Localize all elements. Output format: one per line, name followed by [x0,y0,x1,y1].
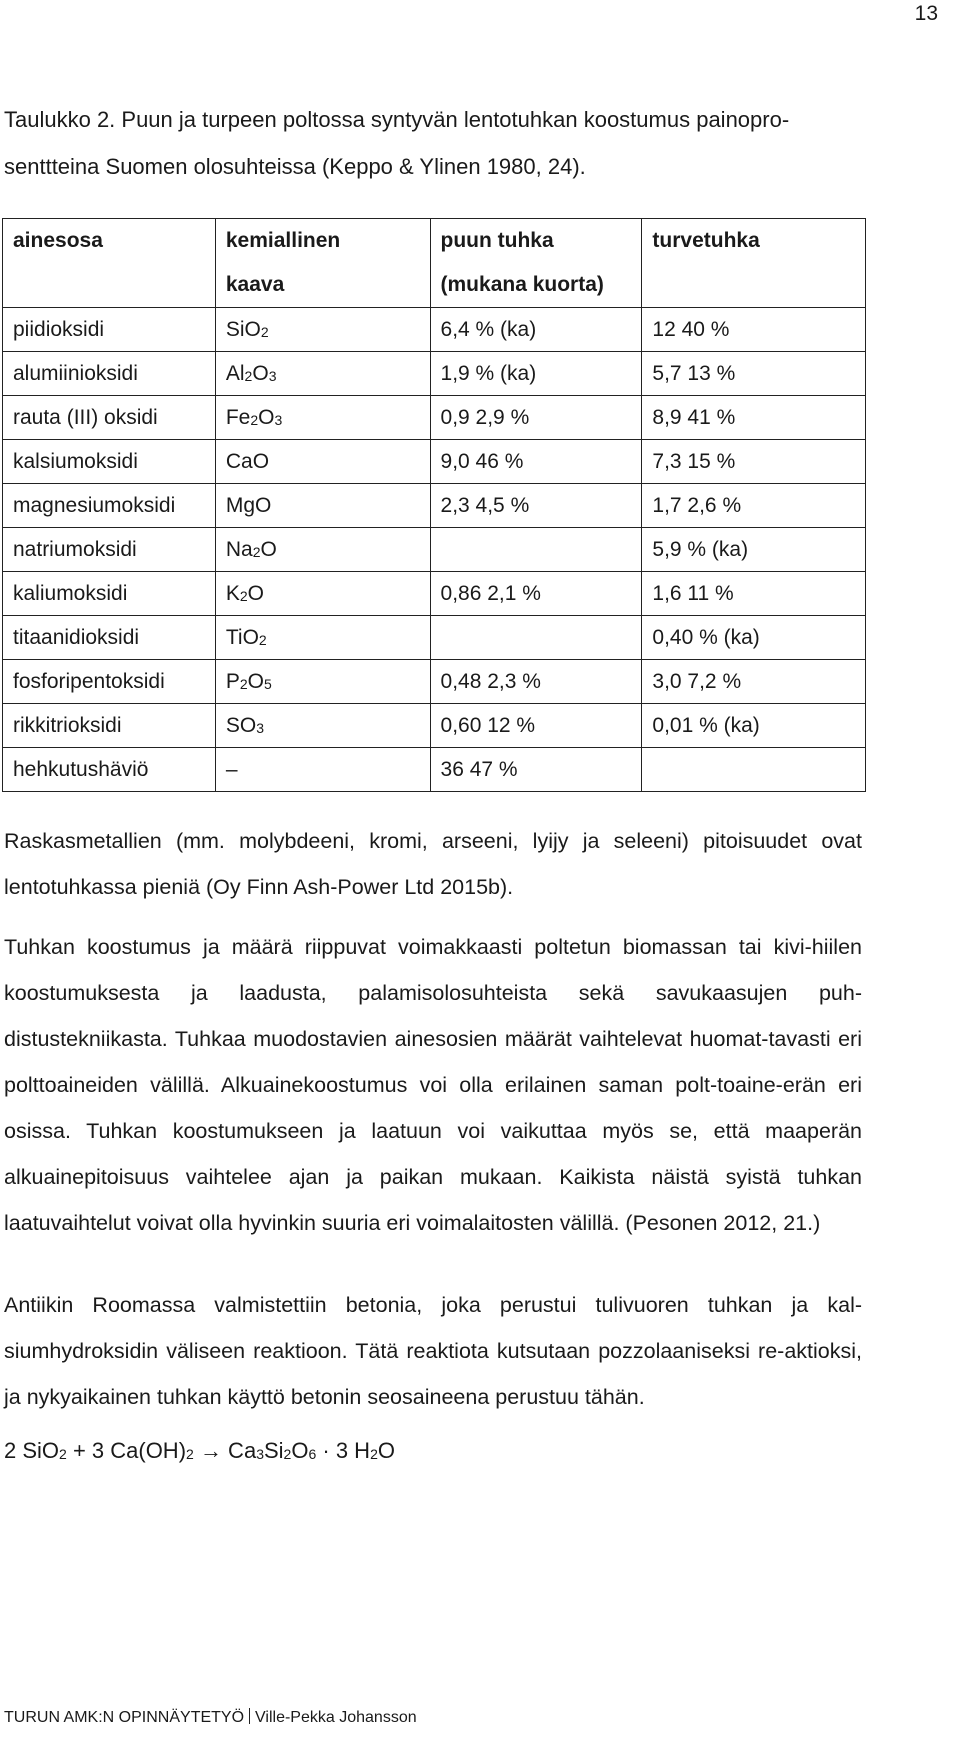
cell-formula: $SO_3$ [215,704,430,748]
cell-wood-ash: 6,4 % (ka) [430,308,642,352]
cell-formula: $K_2O$ [215,572,430,616]
table-row [3,440,866,484]
paragraph-ash-composition: Tuhkan koostumus ja määrä riippuvat voimakkaasti poltetun biomassan tai kivi-hiilen koostumuksesta ja laadusta, palamisolosuhteista sekä savukaasujen puh-distustekniikasta. Tuhkaa muodostavien ainesosien määrät vaihtelevat huomat-tavasti eri polttoaineiden välillä. Alkuainekoostumus voi olla erilainen saman polt-toaine-erän eri osissa. Tuhkan koostumukseen ja laatuun voi vaikuttaa myös se, että maaperän alkuainepitoisuus vaihtelee ajan ja paikan mukaan. Kaikista näistä syistä tuhkan laatuvaihtelut voivat olla hyvinkin suuria eri voimalaitosten välillä. (Pesonen 2012, 21.) [4,935,862,1235]
cell-wood-ash: 9,0 46 % [430,440,642,484]
table-row [3,572,866,616]
footer-author: Ville-Pekka Johansson [255,1709,417,1726]
table-body [3,308,866,792]
cell-peat-ash: 0,40 % (ka) [642,616,866,660]
header-turvetuhka: turvetuhka [642,219,866,308]
cell-peat-ash: 5,9 % (ka) [642,528,866,572]
cell-formula: $Na_2O$ [215,528,430,572]
chemical-equation: 2 SiO$_2$ + 3 $Ca(OH)_2 \to Ca_3Si_2O_6 \cdot 3$ $H_2O$ [4,1438,395,1463]
cell-wood-ash [430,616,642,660]
cell-wood-ash [430,528,642,572]
cell-component: rauta (III) oksidi [3,396,216,440]
cell-wood-ash: 1,9 % (ka) [430,352,642,396]
cell-formula: – [215,748,430,792]
cell-formula: MgO [215,484,430,528]
cell-formula: $Fe_2O_3$ [215,396,430,440]
paragraph-ancient-rome: Antiikin Roomassa valmistettiin betonia, joka perustui tulivuoren tuhkan ja kal-siumhydroksidin väliseen reaktioon. Tätä reaktiota kutsutaan pozzolaaniseksi re-aktioksi, ja nykyaikainen tuhkan käyttö betonin seosaineena perustuu tähän. [4,1293,862,1409]
table-row [3,616,866,660]
table-caption: Taulukko 2. Puun ja turpeen poltossa syntyvän lentotuhkan koostumus painopro-senttteina Suomen olosuhteissa (Keppo & Ylinen 1980, 24). [4,107,790,179]
header-line-1: puun tuhka [440,229,554,252]
footer-institution: TURUN AMK:N OPINNÄYTETYÖ [4,1709,245,1726]
header-line-2: kaava [225,273,285,296]
header-puun-tuhka [430,219,642,308]
cell-peat-ash [642,748,866,792]
footer-separator [249,1708,250,1724]
header-line-2: (mukana kuorta) [440,273,604,296]
table-row [3,704,866,748]
header-kemiallinen-kaava [215,219,430,308]
cell-peat-ash: 5,7 13 % [642,352,866,396]
fly-ash-composition-table [2,218,866,792]
paragraph-heavy-metals: Raskasmetallien (mm. molybdeeni, kromi, arseeni, lyijy ja seleeni) pitoisuudet ovat lentotuhkassa pieniä (Oy Finn Ash-Power Ltd 2015b). [4,829,862,899]
table-row [3,352,866,396]
cell-component: fosforipentoksidi [3,660,216,704]
cell-wood-ash: 0,48 2,3 % [430,660,642,704]
cell-component: kaliumoksidi [3,572,216,616]
table-row [3,528,866,572]
cell-wood-ash: 0,86 2,1 % [430,572,642,616]
cell-component: titaanidioksidi [3,616,216,660]
cell-formula: $Al_2O_3$ [215,352,430,396]
header-ainesosa: ainesosa [3,219,216,308]
page-number: 13 [914,2,938,25]
cell-formula: CaO [215,440,430,484]
table-header-row [3,219,866,308]
header-line-1: kemiallinen [225,229,341,252]
table-row [3,748,866,792]
cell-peat-ash: 3,0 7,2 % [642,660,866,704]
cell-wood-ash: 2,3 4,5 % [430,484,642,528]
table-row [3,308,866,352]
cell-formula: $P_2O_5$ [215,660,430,704]
cell-peat-ash: 0,01 % (ka) [642,704,866,748]
cell-peat-ash: 7,3 15 % [642,440,866,484]
cell-peat-ash: 12 40 % [642,308,866,352]
cell-component: natriumoksidi [3,528,216,572]
cell-component: rikkitrioksidi [3,704,216,748]
table-row [3,484,866,528]
cell-formula: SiO$_2$ [215,308,430,352]
cell-component: piidioksidi [3,308,216,352]
cell-wood-ash: 0,60 12 % [430,704,642,748]
cell-peat-ash: 8,9 41 % [642,396,866,440]
cell-formula: TiO$_2$ [215,616,430,660]
cell-component: alumiinioksidi [3,352,216,396]
cell-component: magnesiumoksidi [3,484,216,528]
table-row [3,660,866,704]
table-row [3,396,866,440]
cell-wood-ash: 36 47 % [430,748,642,792]
cell-peat-ash: 1,6 11 % [642,572,866,616]
footer [4,1708,417,1727]
cell-peat-ash: 1,7 2,6 % [642,484,866,528]
cell-component: kalsiumoksidi [3,440,216,484]
cell-component: hehkutushäviö [3,748,216,792]
cell-wood-ash: 0,9 2,9 % [430,396,642,440]
